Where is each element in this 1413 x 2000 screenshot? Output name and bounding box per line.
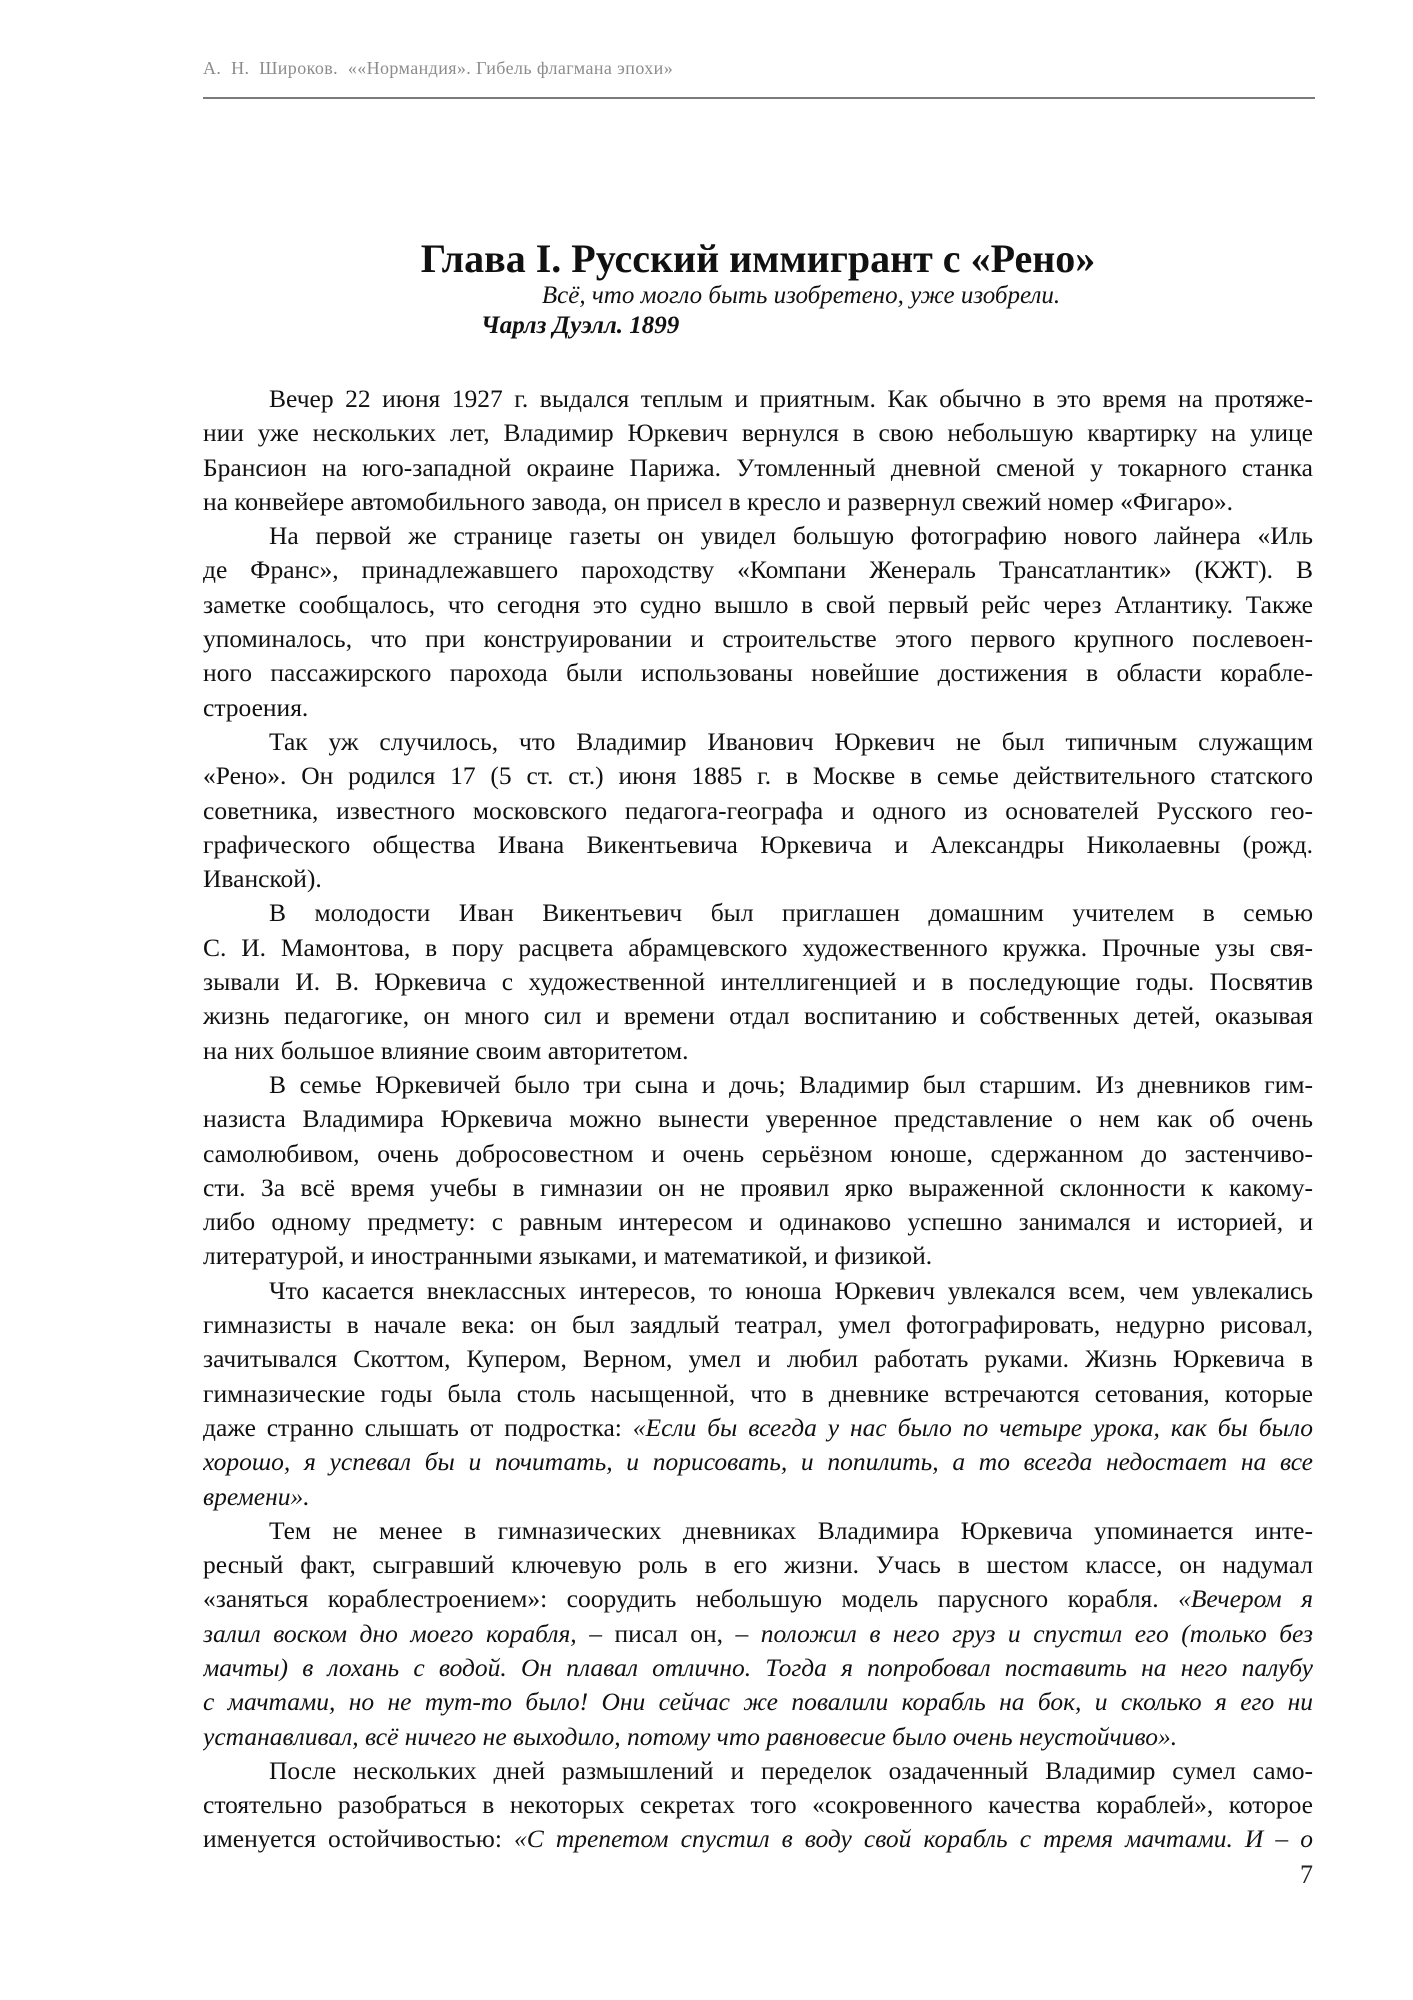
paragraph: [203, 1754, 1313, 1857]
text-line: [203, 1548, 1313, 1582]
text-line: [203, 725, 1313, 759]
text-line: [203, 1685, 1313, 1719]
text-segment: на них большое влияние своим авторитетом.: [203, 1035, 689, 1065]
text-segment: зывали И. В. Юркевича с художественной интеллигенцией и в последующие годы. Посвятив: [203, 967, 1313, 997]
text-line: [203, 656, 1313, 690]
italic-text-segment: времени».: [203, 1481, 310, 1511]
text-segment: ресный факт, сыгравший ключевую роль в его жизни. Учась в шестом классе, он надумал: [203, 1550, 1313, 1580]
text-line: [203, 1171, 1313, 1205]
text-segment: строения.: [203, 692, 309, 722]
text-line: [203, 382, 1313, 416]
text-line: [203, 1342, 1313, 1376]
text-segment: де Франс», принадлежавшего пароходству «Компани Женераль Трансатлантик» (КЖТ). В: [203, 555, 1313, 585]
italic-text-segment: залил воском дно моего корабля,: [203, 1618, 590, 1648]
text-segment: «заняться кораблестроением»: соорудить небольшую модель парусного корабля.: [203, 1584, 1179, 1614]
paragraph: [203, 519, 1313, 725]
text-segment: упоминалось, что при конструировании и строительстве этого первого крупного послевоен-: [203, 624, 1313, 654]
text-line: [203, 965, 1313, 999]
paragraph: [203, 896, 1313, 1067]
text-line: [203, 519, 1313, 553]
text-segment: именуется остойчивостью:: [203, 1824, 514, 1854]
text-segment: гимназические годы была столь насыщенной, что в дневнике встречаются сетования, которые: [203, 1378, 1313, 1408]
text-segment: Тем не менее в гимназических дневниках Владимира Юркевича упоминается инте-: [269, 1515, 1313, 1545]
text-segment: – писал он, –: [589, 1618, 761, 1648]
text-line: [203, 862, 1313, 896]
text-segment: Иванской).: [203, 864, 322, 894]
text-segment: даже странно слышать от подростка:: [203, 1412, 633, 1442]
text-line: [203, 999, 1313, 1033]
text-line: [203, 1137, 1313, 1171]
text-line: [203, 1617, 1313, 1651]
text-segment: Вечер 22 июня 1927 г. выдался теплым и приятным. Как обычно в это время на протяже-: [269, 384, 1313, 413]
text-line: [203, 1308, 1313, 1342]
italic-text-segment: «Если бы всегда у нас было по четыре урока, как бы было: [632, 1412, 1313, 1442]
text-segment: назиста Владимира Юркевича можно вынести уверенное представление о нем как об очень: [203, 1104, 1313, 1134]
italic-text-segment: мачты) в лохань с водой. Он плавал отлично. Тогда я попробовал поставить на него палубу: [203, 1652, 1313, 1682]
text-segment: нии уже нескольких лет, Владимир Юркевич вернулся в свою небольшую квартирку на улице: [203, 418, 1313, 448]
text-line: [203, 828, 1313, 862]
text-segment: В молодости Иван Викентьевич был приглашен домашним учителем в семью: [269, 898, 1313, 928]
text-segment: ного пассажирского парохода были использованы новейшие достижения в области корабле-: [203, 658, 1313, 688]
text-line: [203, 1377, 1313, 1411]
text-segment: Брансион на юго-западной окраине Парижа. Утомленный дневной сменой у токарного станка: [203, 452, 1313, 482]
running-header: А. Н. Широков. ««Нормандия». Гибель флагмана эпохи»: [203, 58, 674, 78]
paragraph: [203, 382, 1313, 519]
text-line: [203, 622, 1313, 656]
text-line: [203, 1205, 1313, 1239]
text-line: [203, 1274, 1313, 1308]
text-line: [203, 1582, 1313, 1616]
italic-text-segment: «Вечером я: [1178, 1584, 1313, 1614]
text-line: [203, 588, 1313, 622]
page-number: 7: [1300, 1860, 1313, 1889]
text-line: [203, 1411, 1313, 1445]
text-segment: сти. За всё время учебы в гимназии он не проявил ярко выраженной склонности к какому-: [203, 1172, 1313, 1202]
text-line: [203, 691, 1313, 725]
text-segment: жизнь педагогике, он много сил и времени отдал воспитанию и собственных детей, оказывая: [203, 1001, 1313, 1031]
text-segment: литературой, и иностранными языками, и математикой, и физикой.: [203, 1241, 933, 1271]
text-line: [203, 553, 1313, 587]
paragraph: [203, 725, 1313, 896]
text-segment: «Рено». Он родился 17 (5 ст. ст.) июня 1885 г. в Москве в семье действительного статского: [203, 761, 1313, 791]
epigraph-quote: Всё, что могло быть изобретено, уже изобрели.: [541, 282, 1061, 309]
text-line: [203, 1754, 1313, 1788]
text-segment: самолюбивом, очень добросовестном и очень серьёзном юноше, сдержанном до застенчиво-: [203, 1138, 1313, 1168]
text-segment: либо одному предмету: с равным интересом и одинаково успешно занимался и историей, и: [203, 1207, 1313, 1237]
text-line: [203, 1720, 1313, 1754]
epigraph: [481, 281, 1121, 341]
text-segment: заметке сообщалось, что сегодня это судно вышло в свой первый рейс через Атлантику. Также: [203, 589, 1313, 619]
text-line: [203, 1822, 1313, 1856]
text-line: [203, 1788, 1313, 1822]
italic-text-segment: хорошо, я успевал бы и почитать, и порисовать, и попилить, а то всегда недостает на все: [203, 1447, 1313, 1477]
text-segment: советника, известного московского педагога-географа и одного из основателей Русского гео-: [203, 795, 1313, 825]
paragraph: [203, 1068, 1313, 1274]
text-line: [203, 896, 1313, 930]
text-line: [203, 1239, 1313, 1273]
text-segment: стоятельно разобраться в некоторых секретах того «сокровенного качества кораблей», которое: [203, 1790, 1313, 1820]
paragraph: [203, 1274, 1313, 1514]
text-line: [203, 451, 1313, 485]
text-line: [203, 1445, 1313, 1479]
epigraph-attribution: Чарлз Дуэлл. 1899: [481, 312, 680, 339]
text-line: [203, 416, 1313, 450]
text-line: [203, 794, 1313, 828]
text-line: [203, 931, 1313, 965]
chapter-title: Глава I. Русский иммигрант с «Рено»: [420, 235, 1096, 281]
italic-text-segment: устанавливал, всё ничего не выходило, потому что равновесие было очень неустойчиво».: [203, 1721, 1178, 1751]
text-segment: гимназисты в начале века: он был заядлый театрал, умел фотографировать, недурно рисовал,: [203, 1310, 1313, 1340]
text-line: [203, 1034, 1313, 1068]
paragraph: [203, 1514, 1313, 1754]
text-line: [203, 1480, 1313, 1514]
header-rule: [203, 97, 1315, 99]
italic-text-segment: положил в него груз и спустил его (только без: [760, 1618, 1313, 1648]
text-segment: Так уж случилось, что Владимир Иванович Юркевич не был типичным служащим: [269, 726, 1313, 756]
italic-text-segment: с мачтами, но не тут-то было! Они сейчас же повалили корабль на бок, и сколько я его ни: [203, 1687, 1313, 1717]
text-segment: зачитывался Скоттом, Купером, Верном, умел и любил работать руками. Жизнь Юркевича в: [203, 1344, 1313, 1374]
text-segment: На первой же странице газеты он увидел большую фотографию нового лайнера «Иль: [269, 521, 1313, 551]
text-segment: Что касается внеклассных интересов, то юноша Юркевич увлекался всем, чем увлекались: [269, 1275, 1313, 1305]
text-segment: на конвейере автомобильного завода, он присел в кресло и развернул свежий номер «Фигаро».: [203, 486, 1234, 516]
text-line: [203, 1068, 1313, 1102]
text-line: [203, 1102, 1313, 1136]
text-line: [203, 485, 1313, 519]
text-segment: В семье Юркевичей было три сына и дочь; Владимир был старшим. Из дневников гим-: [269, 1069, 1313, 1099]
italic-text-segment: «С трепетом спустил в воду свой корабль с тремя мачтами. И – о: [513, 1824, 1313, 1854]
text-segment: графического общества Ивана Викентьевича Юркевича и Александры Николаевны (рожд.: [203, 829, 1313, 859]
text-segment: После нескольких дней размышлений и переделок озадаченный Владимир сумел само-: [269, 1755, 1313, 1785]
text-line: [203, 1514, 1313, 1548]
text-line: [203, 1651, 1313, 1685]
body-text: [203, 382, 1313, 1857]
text-segment: С. И. Мамонтова, в пору расцвета абрамцевского художественного кружка. Прочные узы свя-: [203, 932, 1313, 962]
text-line: [203, 759, 1313, 793]
